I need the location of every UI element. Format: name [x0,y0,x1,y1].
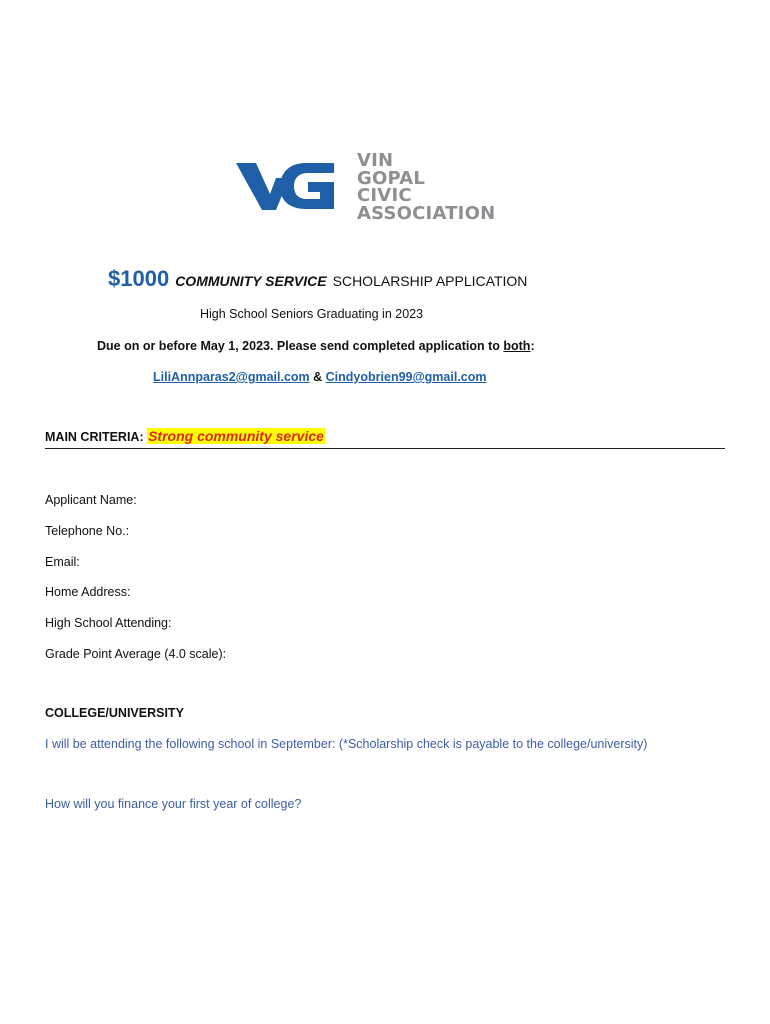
field-telephone: Telephone No.: [45,524,130,538]
page-title [108,266,527,292]
logo-line-vin: VIN [357,150,394,171]
scholarship-amount: $1000 [108,266,170,291]
logo-line-association: ASSOCIATION [357,202,496,224]
field-email: Email: [45,555,80,569]
title-community-service: COMMUNITY SERVICE [175,273,327,289]
criteria-label: MAIN CRITERIA: [45,430,148,444]
section-divider [45,448,725,449]
due-date-instructions [97,339,535,353]
email-link-liliannparas[interactable]: LiliAnnparas2@gmail.com [153,370,310,384]
field-applicant-name: Applicant Name: [45,493,137,507]
college-attending-text: I will be attending the following school in September: (*Scholarship check is payable to the college/university) [45,737,648,751]
field-high-school: High School Attending: [45,616,172,630]
logo-line-gopal: GOPAL [357,167,426,189]
email-joiner: & [309,370,326,384]
field-home-address: Home Address: [45,585,131,599]
logo-line-civic: CIVIC [357,185,412,206]
logo-wordmark [357,152,495,222]
title-scholarship-application: SCHOLARSHIP APPLICATION [332,273,528,289]
due-emphasis: both [503,339,531,353]
main-criteria [45,428,325,446]
due-suffix: : [530,339,535,353]
subtitle: High School Seniors Graduating in 2023 [200,307,424,321]
vg-logo-mark [236,160,336,212]
college-heading: COLLEGE/UNIVERSITY [45,706,184,720]
due-prefix: Due on or before May 1, 2023. Please send completed application to [97,339,504,353]
field-gpa: Grade Point Average (4.0 scale): [45,647,227,661]
criteria-value: Strong community service [148,428,324,444]
submission-emails [153,370,487,384]
college-finance-question: How will you finance your first year of college? [45,797,302,811]
email-link-cindyobrien[interactable]: Cindyobrien99@gmail.com [325,370,487,384]
